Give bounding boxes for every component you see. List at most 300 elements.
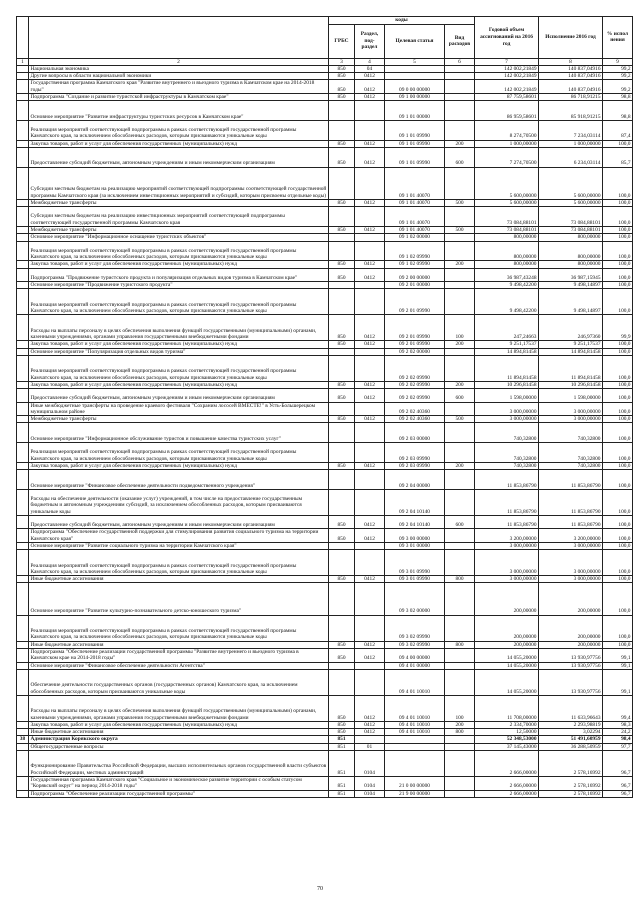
annual-volume-cell: 200,00000 (475, 615, 539, 641)
table-row (17, 341, 633, 348)
expense-type-cell: 200 (445, 721, 475, 728)
percent-cell: 24,2 (603, 729, 633, 736)
annual-volume-cell: 10 296,81458 (475, 381, 539, 388)
grbs-cell: 850 (329, 268, 355, 281)
column-index: 4 (355, 58, 385, 65)
execution-cell: 11 853,86790 (539, 489, 603, 515)
percent-cell: 100,0 (603, 227, 633, 234)
annual-volume-cell: 2 666,00000 (475, 790, 539, 797)
grbs-cell: 850 (329, 416, 355, 423)
annual-volume-cell: 37 145,43000 (475, 743, 539, 750)
row-number-cell (17, 729, 29, 736)
annual-volume-cell: 9 251,17537 (475, 341, 539, 348)
annual-volume-cell: 2 666,00000 (475, 751, 539, 777)
row-name-cell: Расходы на обеспечение деятельности (оказание услуг) учреждений, в том числе на предоставление государственным бюджетным и автономным учреждениям субсидий, за исключением обособленных расходов, которым присваиваются уникальные коды (29, 489, 329, 515)
section-cell (355, 281, 385, 288)
grbs-cell (329, 542, 355, 549)
annual-volume-cell: 740,32800 (475, 462, 539, 469)
annual-volume-cell: 11 853,86790 (475, 470, 539, 490)
table-row (17, 662, 633, 669)
grbs-cell (329, 167, 355, 199)
grbs-cell: 850 (329, 73, 355, 80)
percent-cell: 100,0 (603, 234, 633, 241)
article-cell: 09 1 01 00000 (385, 101, 445, 121)
article-cell: 09 4 01 00000 (385, 662, 445, 669)
section-cell (355, 167, 385, 199)
section-cell (355, 669, 385, 695)
annual-volume-cell: 3 000,00000 (475, 576, 539, 583)
percent-cell: 100,0 (603, 341, 633, 348)
column-index: 5 (385, 58, 445, 65)
execution-cell: 3 200,00000 (539, 529, 603, 543)
percent-cell: 96,7 (603, 751, 633, 777)
execution-cell: 200,00000 (539, 615, 603, 641)
table-row (17, 94, 633, 101)
section-cell (355, 207, 385, 227)
row-number-cell (17, 241, 29, 261)
expense-type-cell (445, 121, 475, 141)
row-name-cell: Субсидии местным бюджетам на реализацию мероприятий соответствующей подпрограммы соответствующей государственной программы Камчатского края (за исключением инвестиционных мероприятий и субсидий, которым присвоены отдельные коды) (29, 167, 329, 199)
table-row (17, 381, 633, 388)
percent-cell: 99,2 (603, 80, 633, 94)
row-name-cell: Администрация Корякского округа (29, 736, 329, 743)
annual-volume-cell: 3 000,00000 (475, 542, 539, 549)
annual-volume-cell: 36 987,43248 (475, 268, 539, 281)
budget-table (16, 16, 633, 798)
row-name-cell: Общегосударственные вопросы (29, 743, 329, 750)
row-number-cell (17, 542, 29, 549)
table-row (17, 268, 633, 281)
row-number-cell (17, 470, 29, 490)
row-name-cell: Подпрограмма "Обеспечение реализации государственной программы" (29, 790, 329, 797)
grbs-cell: 850 (329, 721, 355, 728)
row-number-cell (17, 65, 29, 72)
execution-cell: 6 234,03114 (539, 148, 603, 168)
percent-cell: 100,0 (603, 542, 633, 549)
table-row (17, 583, 633, 615)
row-number-cell (17, 381, 29, 388)
article-cell: 09 1 01 09990 (385, 140, 445, 147)
grbs-cell: 850 (329, 315, 355, 341)
grbs-cell: 850 (329, 462, 355, 469)
column-index-row (17, 58, 633, 65)
percent-cell: 100,0 (603, 576, 633, 583)
table-row (17, 402, 633, 416)
percent-cell: 100,0 (603, 140, 633, 147)
row-name-cell: Иные межбюджетные трансферты на проведение краевого фестиваля "Сохраним лососей ВМЕСТЕ!" в Усть-Большерецком муниципальном районе (29, 402, 329, 416)
percent-cell: 100,0 (603, 550, 633, 576)
annual-volume-cell: 5 600,00000 (475, 167, 539, 199)
expense-type-cell (445, 736, 475, 743)
execution-cell: 140 837,04916 (539, 80, 603, 94)
article-cell: 09 4 01 10010 (385, 729, 445, 736)
section-cell (355, 615, 385, 641)
article-cell: 09 2 00 00000 (385, 268, 445, 281)
expense-type-cell (445, 289, 475, 315)
section-cell: 0412 (355, 389, 385, 402)
percent-cell: 99,4 (603, 695, 633, 721)
expense-type-cell (445, 751, 475, 777)
grbs-cell: 850 (329, 227, 355, 234)
expense-type-cell (445, 529, 475, 543)
percent-cell: 100,0 (603, 615, 633, 641)
row-name-cell: Реализация мероприятий соответствующей подпрограммы в рамках соответствующей государственной программы Камчатского края, за исключением обособленных расходов, которым присваиваются уникальные коды (29, 615, 329, 641)
section-cell: 0104 (355, 751, 385, 777)
grbs-cell: 850 (329, 576, 355, 583)
expense-type-cell (445, 489, 475, 515)
execution-cell: 740,32800 (539, 462, 603, 469)
expense-type-cell: 100 (445, 695, 475, 721)
article-cell: 09 2 04 10140 (385, 515, 445, 528)
execution-cell: 9 498,14897 (539, 289, 603, 315)
annual-volume-cell: 1 598,00000 (475, 389, 539, 402)
row-name-cell: Другие вопросы в области национальной экономики (29, 73, 329, 80)
section-cell: 04 (355, 65, 385, 72)
execution-cell: 73 084,88101 (539, 207, 603, 227)
expense-type-cell (445, 65, 475, 72)
execution-cell: 800,00000 (539, 234, 603, 241)
execution-cell: 140 837,04916 (539, 65, 603, 72)
expense-type-cell (445, 550, 475, 576)
expense-type-cell (445, 241, 475, 261)
section-cell: 0412 (355, 641, 385, 648)
page-number: 70 (317, 886, 323, 892)
article-cell: 09 1 00 00000 (385, 94, 445, 101)
expense-type-cell: 600 (445, 148, 475, 168)
expense-type-cell: 200 (445, 140, 475, 147)
annual-volume-cell: 14 055,20000 (475, 662, 539, 669)
row-name-cell: Основное мероприятие "Информационное обслуживание туристов и повышение качества туристских услуг" (29, 423, 329, 443)
row-number-cell (17, 743, 29, 750)
article-cell: 09 2 02 09990 (385, 389, 445, 402)
grbs-cell (329, 489, 355, 515)
section-cell: 0104 (355, 790, 385, 797)
article-cell: 09 2 04 10140 (385, 489, 445, 515)
execution-cell: 200,00000 (539, 641, 603, 648)
section-cell: 0412 (355, 381, 385, 388)
expense-type-cell (445, 542, 475, 549)
row-number-cell (17, 790, 29, 797)
annual-volume-cell: 9 498,42200 (475, 281, 539, 288)
table-header (17, 17, 633, 66)
article-cell: 09 3 00 00000 (385, 529, 445, 543)
percent-cell: 100,0 (603, 416, 633, 423)
section-cell (355, 423, 385, 443)
article-cell: 09 1 01 40070 (385, 200, 445, 207)
row-name-cell: Основное мероприятие "Развитие социального туризма на территории Камчатского края" (29, 542, 329, 549)
grbs-cell (329, 662, 355, 669)
annual-volume-cell: 14 055,20000 (475, 669, 539, 695)
expense-type-cell: 500 (445, 416, 475, 423)
expense-type-cell (445, 73, 475, 80)
section-cell (355, 348, 385, 355)
table-row (17, 695, 633, 721)
execution-cell: 9 498,14897 (539, 281, 603, 288)
annual-volume-cell: 14 894,81458 (475, 348, 539, 355)
article-cell (385, 751, 445, 777)
table-row (17, 489, 633, 515)
annual-volume-cell: 9 498,42200 (475, 289, 539, 315)
percent-cell: 100,0 (603, 583, 633, 615)
execution-cell: 3 000,00000 (539, 542, 603, 549)
annual-volume-cell: 800,00000 (475, 241, 539, 261)
row-number-cell (17, 355, 29, 381)
header-annual-volume: Годовой объем ассигнований на 2016 год (475, 17, 539, 59)
article-cell: 09 2 01 09990 (385, 315, 445, 341)
row-name-cell: Субсидии местным бюджетам на реализацию инвестиционных мероприятий соответствующей подпрограммы соответствующей государственной программы Камчатского края (29, 207, 329, 227)
article-cell: 09 2 01 09990 (385, 289, 445, 315)
table-row (17, 148, 633, 168)
execution-cell: 1 598,00000 (539, 389, 603, 402)
section-cell (355, 402, 385, 416)
row-number-cell (17, 669, 29, 695)
row-number-cell (17, 268, 29, 281)
percent-cell: 96,7 (603, 777, 633, 791)
percent-cell: 100,0 (603, 241, 633, 261)
execution-cell: 800,00000 (539, 241, 603, 261)
row-name-cell: Предоставление субсидий бюджетным, автономным учреждениям и иным некоммерческим организациям (29, 515, 329, 528)
row-name-cell: Обеспечение деятельности государственных органов (государственных органов) Камчатского края, за исключением обособленных расходов, которым присваиваются уникальные коды (29, 669, 329, 695)
grbs-cell (329, 470, 355, 490)
section-cell: 0412 (355, 80, 385, 94)
execution-cell: 3 000,00000 (539, 550, 603, 576)
section-cell: 0412 (355, 721, 385, 728)
percent-cell: 100,0 (603, 268, 633, 281)
header-percent: % испол нения (603, 17, 633, 59)
section-cell (355, 542, 385, 549)
grbs-cell (329, 348, 355, 355)
annual-volume-cell: 3 200,00000 (475, 529, 539, 543)
section-cell: 0412 (355, 462, 385, 469)
row-name-cell: Межбюджетные трансферты (29, 200, 329, 207)
execution-cell: 14 894,81458 (539, 348, 603, 355)
table-row (17, 348, 633, 355)
table-row (17, 289, 633, 315)
section-cell (355, 355, 385, 381)
percent-cell: 100,0 (603, 462, 633, 469)
section-cell (355, 289, 385, 315)
percent-cell: 97,7 (603, 743, 633, 750)
row-number-cell (17, 462, 29, 469)
percent-cell: 98,8 (603, 94, 633, 101)
annual-volume-cell: 1 000,00000 (475, 140, 539, 147)
percent-cell: 98,3 (603, 721, 633, 728)
annual-volume-cell: 52 348,53000 (475, 736, 539, 743)
grbs-cell: 850 (329, 381, 355, 388)
execution-cell: 11 853,86790 (539, 470, 603, 490)
grbs-cell (329, 289, 355, 315)
percent-cell: 100,0 (603, 515, 633, 528)
annual-volume-cell: 12,50000 (475, 729, 539, 736)
article-cell (385, 73, 445, 80)
table-row (17, 80, 633, 94)
row-number-cell (17, 80, 29, 94)
row-name-cell: Межбюджетные трансферты (29, 227, 329, 234)
row-number-cell (17, 402, 29, 416)
header-section: Раздел, под-раздел (355, 24, 385, 58)
percent-cell: 100,0 (603, 529, 633, 543)
row-name-cell: Основное мероприятие "Развитие культурно-познавательного детско-юношеского туризма" (29, 583, 329, 615)
article-cell: 09 1 02 00000 (385, 234, 445, 241)
execution-cell: 3,02294 (539, 729, 603, 736)
budget-execution-sheet (16, 16, 632, 798)
table-row (17, 790, 633, 797)
section-cell: 0412 (355, 140, 385, 147)
table-row (17, 777, 633, 791)
expense-type-cell: 800 (445, 729, 475, 736)
article-cell: 09 2 01 00000 (385, 281, 445, 288)
grbs-cell (329, 101, 355, 121)
annual-volume-cell: 7 274,70500 (475, 148, 539, 168)
article-cell: 09 2 01 09990 (385, 341, 445, 348)
grbs-cell: 850 (329, 648, 355, 662)
row-name-cell: Реализация мероприятий соответствующей подпрограммы в рамках соответствующей государственной программы Камчатского края, за исключением обособленных расходов, которым присваиваются уникальные коды (29, 355, 329, 381)
execution-cell: 3 000,00000 (539, 402, 603, 416)
row-number-cell (17, 389, 29, 402)
section-cell: 0412 (355, 515, 385, 528)
execution-cell: 73 084,88101 (539, 227, 603, 234)
execution-cell: 86 718,91215 (539, 94, 603, 101)
percent-cell: 100,0 (603, 489, 633, 515)
section-cell: 0104 (355, 777, 385, 791)
article-cell: 09 2 02 00000 (385, 348, 445, 355)
execution-cell: 7 234,03114 (539, 121, 603, 141)
execution-cell: 13 930,97756 (539, 648, 603, 662)
percent-cell: 100,0 (603, 348, 633, 355)
article-cell: 09 2 03 09990 (385, 443, 445, 463)
row-number-cell (17, 167, 29, 199)
table-row (17, 281, 633, 288)
article-cell: 09 4 01 10010 (385, 669, 445, 695)
table-row (17, 241, 633, 261)
section-cell (355, 443, 385, 463)
table-row (17, 615, 633, 641)
article-cell: 09 4 00 00000 (385, 648, 445, 662)
article-cell: 09 1 01 40070 (385, 207, 445, 227)
section-cell (355, 662, 385, 669)
execution-cell: 200,00000 (539, 583, 603, 615)
table-row (17, 73, 633, 80)
row-number-cell (17, 315, 29, 341)
table-row (17, 315, 633, 341)
expense-type-cell (445, 648, 475, 662)
annual-volume-cell: 3 000,00000 (475, 550, 539, 576)
row-number-cell (17, 416, 29, 423)
execution-cell: 13 930,97756 (539, 669, 603, 695)
expense-type-cell (445, 662, 475, 669)
grbs-cell: 851 (329, 736, 355, 743)
grbs-cell (329, 281, 355, 288)
table-row (17, 167, 633, 199)
row-number-cell (17, 641, 29, 648)
row-name-cell: Расходы на выплаты персоналу в целях обеспечения выполнения функций государственными (муниципальными) органами, казенными учреждениями, органами управления государственными внебюджетными фондами (29, 315, 329, 341)
percent-cell: 100,0 (603, 381, 633, 388)
execution-cell: 800,00000 (539, 261, 603, 268)
annual-volume-cell: 11 853,86790 (475, 489, 539, 515)
table-row (17, 641, 633, 648)
expense-type-cell (445, 443, 475, 463)
annual-volume-cell: 142 002,21849 (475, 80, 539, 94)
execution-cell: 11 633,96643 (539, 695, 603, 721)
row-name-cell: Реализация мероприятий соответствующей подпрограммы в рамках соответствующей государственной программы Камчатского края, за исключением обособленных расходов, которым присваиваются уникальные коды (29, 443, 329, 463)
execution-cell: 2 578,16992 (539, 790, 603, 797)
execution-cell: 11 853,86790 (539, 515, 603, 528)
table-row (17, 140, 633, 147)
article-cell: 21 0 00 00000 (385, 777, 445, 791)
section-cell: 0412 (355, 227, 385, 234)
percent-cell: 99,1 (603, 648, 633, 662)
article-cell: 09 4 01 10010 (385, 695, 445, 721)
expense-type-cell (445, 777, 475, 791)
section-cell: 01 (355, 743, 385, 750)
row-name-cell: Закупка товаров, работ и услуг для обеспечения государственных (муниципальных) нужд (29, 261, 329, 268)
article-cell: 09 3 01 00000 (385, 542, 445, 549)
section-cell: 0412 (355, 73, 385, 80)
section-cell (355, 101, 385, 121)
grbs-cell: 850 (329, 94, 355, 101)
row-number-cell (17, 648, 29, 662)
row-name-cell: Национальная экономика (29, 65, 329, 72)
annual-volume-cell: 73 084,88101 (475, 227, 539, 234)
percent-cell: 99,1 (603, 669, 633, 695)
grbs-cell (329, 583, 355, 615)
row-name-cell: Основное мероприятие "Информационное оснащение туристских объектов" (29, 234, 329, 241)
row-number-cell (17, 751, 29, 777)
article-cell: 09 1 01 09990 (385, 148, 445, 168)
table-row (17, 529, 633, 543)
expense-type-cell (445, 402, 475, 416)
expense-type-cell: 500 (445, 227, 475, 234)
expense-type-cell (445, 101, 475, 121)
row-name-cell: Реализация мероприятий соответствующей подпрограммы в рамках соответствующей государственной программы Камчатского края, за исключением обособленных расходов, которым присваиваются уникальные коды (29, 241, 329, 261)
percent-cell: 100,0 (603, 207, 633, 227)
header-grbs: ГРБС (329, 24, 355, 58)
grbs-cell (329, 423, 355, 443)
article-cell (385, 736, 445, 743)
table-row (17, 355, 633, 381)
row-number-cell (17, 140, 29, 147)
row-number-cell (17, 662, 29, 669)
grbs-cell (329, 443, 355, 463)
table-row (17, 200, 633, 207)
table-row (17, 121, 633, 141)
annual-volume-cell: 142 002,21849 (475, 65, 539, 72)
percent-cell: 100,0 (603, 402, 633, 416)
annual-volume-cell: 247,24663 (475, 315, 539, 341)
grbs-cell: 850 (329, 65, 355, 72)
grbs-cell: 850 (329, 140, 355, 147)
table-row (17, 515, 633, 528)
section-cell: 0412 (355, 648, 385, 662)
row-name-cell: Основное мероприятие "Популяризация отдельных видов туризма" (29, 348, 329, 355)
table-row (17, 576, 633, 583)
expense-type-cell (445, 615, 475, 641)
article-cell: 09 1 02 09990 (385, 261, 445, 268)
grbs-cell: 850 (329, 529, 355, 543)
table-row (17, 462, 633, 469)
row-name-cell: Реализация мероприятий соответствующей подпрограммы в рамках соответствующей государственной программы Камчатского края, за исключением обособленных расходов, которым присваиваются уникальные коды (29, 550, 329, 576)
execution-cell: 5 600,00000 (539, 167, 603, 199)
row-name-cell: Закупка товаров, работ и услуг для обеспечения государственных (муниципальных) нужд (29, 462, 329, 469)
expense-type-cell: 200 (445, 462, 475, 469)
row-number-cell (17, 341, 29, 348)
section-cell: 0412 (355, 529, 385, 543)
grbs-cell (329, 669, 355, 695)
row-name-cell: Подпрограмма "Обеспечение реализации государственной программы "Развитие внутреннего и въездного туризма в Камчатском крае на 2014-2018 годы" (29, 648, 329, 662)
percent-cell: 100,0 (603, 281, 633, 288)
percent-cell: 98,8 (603, 101, 633, 121)
annual-volume-cell: 8 274,70500 (475, 121, 539, 141)
